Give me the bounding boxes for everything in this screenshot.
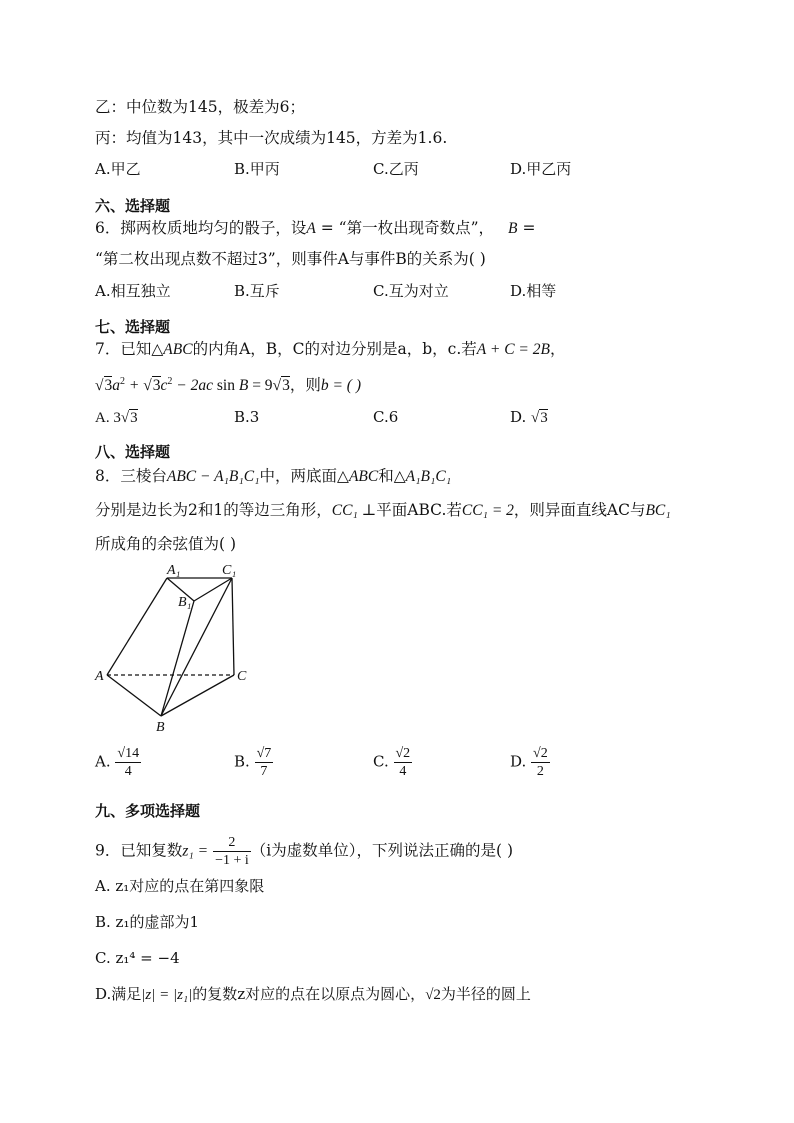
- q6-event-a: A: [306, 220, 316, 237]
- label-b1: B₁: [178, 595, 192, 610]
- q9-option-d[interactable]: [95, 984, 531, 1005]
- q8-perp: CC₁ ⊥: [331, 502, 377, 519]
- sqrt-symbol: √3: [120, 410, 138, 426]
- q9-d-eq: |z| = |z₁|: [141, 987, 193, 1003]
- q8-and: 和: [378, 467, 394, 485]
- q8-option-a-fraction: $\frac{√14}{4}$: [117, 746, 140, 779]
- q8-triangle-1: △ABC: [337, 468, 379, 485]
- q7-option-c[interactable]: C.6: [373, 408, 399, 426]
- q8-mid: 中，两底面: [259, 467, 338, 485]
- q7-option-a-rad: 3: [130, 410, 138, 426]
- q9-pre: 9．已知复数: [95, 841, 183, 860]
- q6-option-a[interactable]: A.相互独立: [95, 282, 171, 300]
- q8-option-d[interactable]: [510, 745, 550, 780]
- q8-stem-line1: [95, 466, 451, 487]
- statement-bing: 丙：均值为143，其中一次成绩为145，方差为1.6.: [95, 129, 448, 147]
- q7-stem-line2: [95, 372, 361, 396]
- q7-option-d-pre: D.: [510, 408, 527, 426]
- q8-option-a[interactable]: [95, 745, 141, 780]
- q9-d-end: 为半径的圆上: [440, 985, 531, 1003]
- q8-option-b[interactable]: [234, 745, 273, 780]
- q7-triangle: △ABC: [151, 341, 193, 358]
- q7-option-a-pre: A. 3: [95, 410, 121, 426]
- q8-bc: BC₁: [645, 502, 671, 519]
- label-a: A: [95, 669, 104, 684]
- q8-l2: 分别是边长为2和1的等边三角形，: [95, 501, 332, 519]
- q7-mid: 的内角A，B，C的对边分别是a，b，c.若: [192, 340, 477, 358]
- q8-option-b-fraction: $\frac{√7}{7}$: [256, 746, 272, 779]
- q8-option-d-pre: D.: [510, 752, 527, 771]
- q6-stem-line2: “第二枚出现点数不超过3”，则事件A与事件B的关系为( ): [95, 250, 486, 268]
- q7-pre: 7．已知: [95, 340, 152, 358]
- frustum-figure: [90, 558, 260, 738]
- q8-l2b: 平面ABC.若: [376, 501, 462, 519]
- q5-option-b[interactable]: B.甲丙: [234, 160, 280, 178]
- statement-yi: 乙：中位数为145，极差为6；: [95, 98, 305, 116]
- q8-option-c-fraction: $\frac{√2}{4}$: [395, 746, 411, 779]
- q7-question: b = ( ): [320, 377, 362, 395]
- q6-stem-line1: [95, 218, 535, 239]
- q9-d-post: 的复数z对应的点在以原点为圆心，: [192, 985, 426, 1003]
- q5-option-a[interactable]: A.甲乙: [95, 160, 141, 178]
- section-8-heading: 八、选择题: [95, 443, 171, 461]
- label-c: C: [237, 669, 247, 684]
- label-c1: C₁: [222, 563, 237, 578]
- q8-frustum: ABC − A₁B₁C₁: [166, 468, 260, 485]
- q9-d-pre: D.满足: [95, 985, 142, 1003]
- q7-equation: $√3a^2 + √3c^2 - 2ac$ sin B = 9√3: [95, 376, 290, 395]
- q7-option-a[interactable]: [95, 407, 138, 428]
- q6-event-b: B: [508, 220, 518, 237]
- q8-triangle-2: △A₁B₁C₁: [393, 468, 452, 485]
- q8-stem-line3: 所成角的余弦值为( ): [95, 535, 237, 553]
- q5-option-c[interactable]: C.乙丙: [373, 160, 419, 178]
- q9-fraction: $\frac{2}{-1 + i}$: [215, 835, 249, 868]
- q7-option-d[interactable]: [510, 407, 548, 428]
- sqrt-symbol: √3: [531, 410, 548, 426]
- q6-option-d[interactable]: D.相等: [510, 282, 557, 300]
- q7-option-d-rad: 3: [540, 410, 548, 426]
- q6-eq1: = “第一枚出现奇数点”，: [315, 219, 495, 237]
- label-a1: A₁: [167, 563, 181, 578]
- q8-option-d-fraction: $\frac{√2}{2}$: [533, 746, 548, 779]
- q8-pre: 8．三棱台: [95, 467, 167, 485]
- q9-d-rad: √2: [425, 987, 441, 1003]
- q8-cc: CC₁ = 2: [461, 502, 514, 519]
- q9-z: z₁ =: [182, 842, 209, 860]
- q8-option-b-pre: B.: [234, 752, 250, 771]
- q8-option-a-pre: A.: [95, 752, 111, 771]
- q6-option-c[interactable]: C.互为对立: [373, 282, 449, 300]
- q5-option-d[interactable]: D.甲乙丙: [510, 160, 572, 178]
- q7-condition: A + C = 2B: [476, 341, 550, 358]
- q9-post: （i为虚数单位），下列说法正确的是( ): [250, 841, 513, 860]
- section-6-heading: 六、选择题: [95, 197, 171, 215]
- q7-comma: ，: [549, 340, 566, 358]
- q7-then: ，则: [289, 376, 321, 395]
- q7-stem-line1: [95, 339, 565, 360]
- q9-option-c[interactable]: C. z₁⁴ = −4: [95, 949, 180, 967]
- q8-option-c[interactable]: [373, 745, 412, 780]
- section-7-heading: 七、选择题: [95, 318, 171, 336]
- q6-option-b[interactable]: B.互斥: [234, 282, 280, 300]
- label-b: B: [156, 720, 165, 735]
- q8-stem-line2: [95, 500, 671, 521]
- q8-l2c: ，则异面直线AC与: [513, 501, 646, 519]
- q9-stem: [95, 834, 513, 869]
- q9-option-b[interactable]: B. z₁的虚部为1: [95, 913, 200, 931]
- q6-pre: 6．掷两枚质地均匀的骰子，设: [95, 219, 307, 237]
- q8-option-c-pre: C.: [373, 752, 389, 771]
- q9-option-a[interactable]: A. z₁对应的点在第四象限: [95, 877, 265, 895]
- q7-option-b[interactable]: B.3: [234, 408, 260, 426]
- q6-eq2: =: [517, 219, 536, 237]
- section-9-heading: 九、多项选择题: [95, 802, 201, 820]
